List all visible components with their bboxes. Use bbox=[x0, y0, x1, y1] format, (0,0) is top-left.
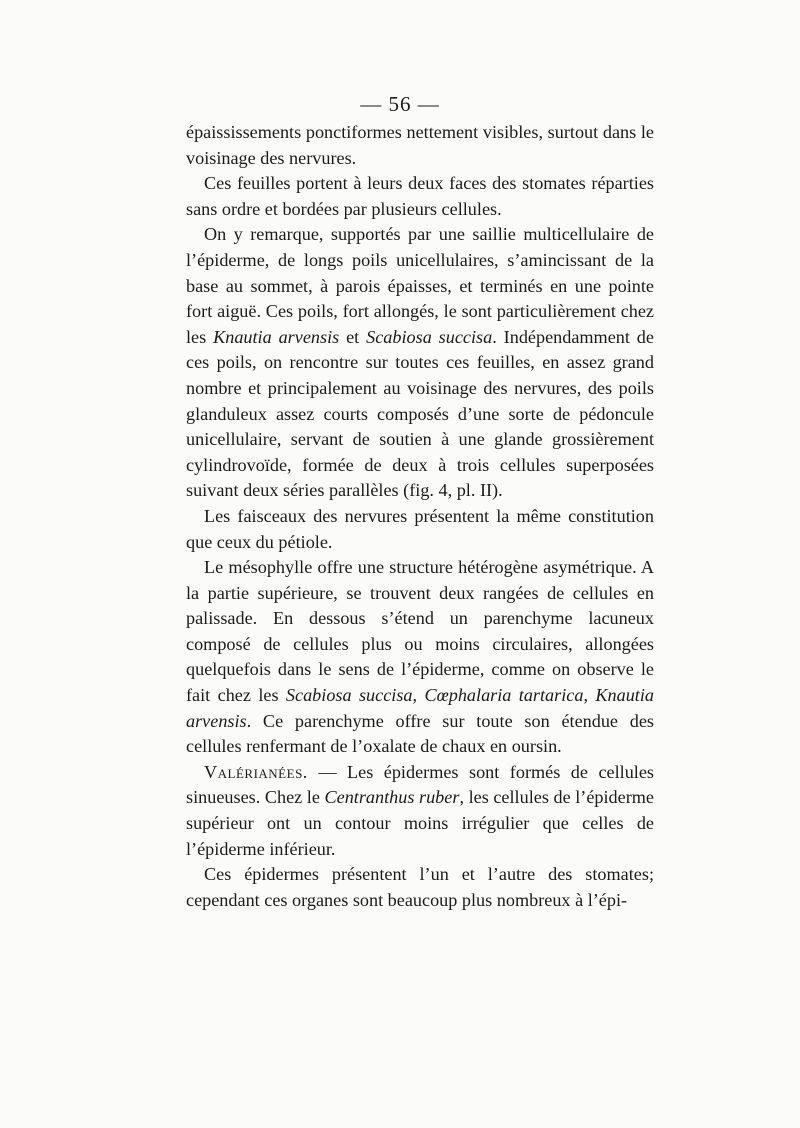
paragraph-5-text-a: Le mésophylle offre une structure hétérogène asymétrique. A la partie supérieure, se trouvent deux rangées de cellules en palissade. En dessous s’étend un parenchyme lacuneux composé de cellules plus ou moins circulaires, allongées quelquefois dans le sens de l’épiderme, comme on observe le fait chez les bbox=[186, 557, 654, 706]
paragraph-6-text-b: , les cellules de l’épiderme supérieur ont un contour moins irrégulier que celles de l’épiderme inférieur. bbox=[186, 787, 654, 859]
paragraph-3 bbox=[186, 222, 654, 504]
paragraph-6-text-a: — Les épidermes sont formés de cellules sinueuses. Chez le bbox=[186, 761, 654, 808]
paragraph-7-text: Ces épidermes présentent l’un et l’autre des stomates; cependant ces organes sont beaucoup plus nombreux à l’épi- bbox=[186, 864, 654, 910]
species-name: Scabiosa succisa bbox=[366, 326, 493, 347]
paragraph-4-text: Les faisceaux des nervures présentent la même constitution que ceux du pétiole. bbox=[186, 505, 654, 552]
paragraph-1-text: épaississements ponctiformes nettement visibles, surtout dans le voisinage des nervures. bbox=[186, 122, 654, 168]
paragraph-2 bbox=[186, 171, 654, 222]
paragraph-7 bbox=[186, 862, 654, 913]
paragraph-1 bbox=[186, 120, 654, 171]
species-name: Knautia arvensis bbox=[213, 326, 340, 347]
body-text bbox=[186, 120, 654, 913]
paragraph-5-text-b: . Ce parenchyme offre sur toute son étendue des cellules renfermant de l’oxalate de chaux en oursin. bbox=[186, 710, 654, 757]
paragraph-2-text: Ces feuilles portent à leurs deux faces des stomates réparties sans ordre et bordées par plusieurs cellules. bbox=[186, 173, 654, 219]
paragraph-3-text-a: On y remarque, supportés par une saillie multicellulaire de l’épiderme, de longs poils unicellulaires, s’amincissant de la base au sommet, à parois épaisses, et terminés en une pointe fort aiguë. Ces poils, fort allongés, le sont particulièrement chez les bbox=[186, 224, 654, 347]
paragraph-3-text-b: et bbox=[339, 326, 367, 347]
page-number: — 56 — bbox=[360, 92, 440, 116]
section-heading: Valérianées. bbox=[204, 761, 308, 782]
paragraph-6 bbox=[186, 760, 654, 862]
species-name: Knautia arvensis bbox=[186, 685, 655, 731]
species-name: Scabiosa succisa bbox=[285, 685, 413, 706]
paragraph-4 bbox=[186, 504, 654, 555]
paragraph-3-text-c: . Indépendamment de ces poils, on rencontre sur toutes ces feuilles, en assez grand nombre et principalement au voisinage des nervures, des poils glanduleux assez courts composés d’une sorte de pédoncule unicellulaire, servant de soutien à une glande grossièrement cylindrovoïde, formée de deux à trois cellules superposées suivant deux séries parallèles (fig. 4, pl. II). bbox=[186, 326, 654, 501]
species-name: Cœphalaria tartarica bbox=[424, 685, 584, 706]
paragraph-5-sep-2: , bbox=[583, 685, 596, 706]
paragraph-5-sep-1: , bbox=[412, 685, 425, 706]
species-name: Centranthus ruber bbox=[324, 787, 460, 808]
paragraph-5 bbox=[186, 555, 654, 760]
